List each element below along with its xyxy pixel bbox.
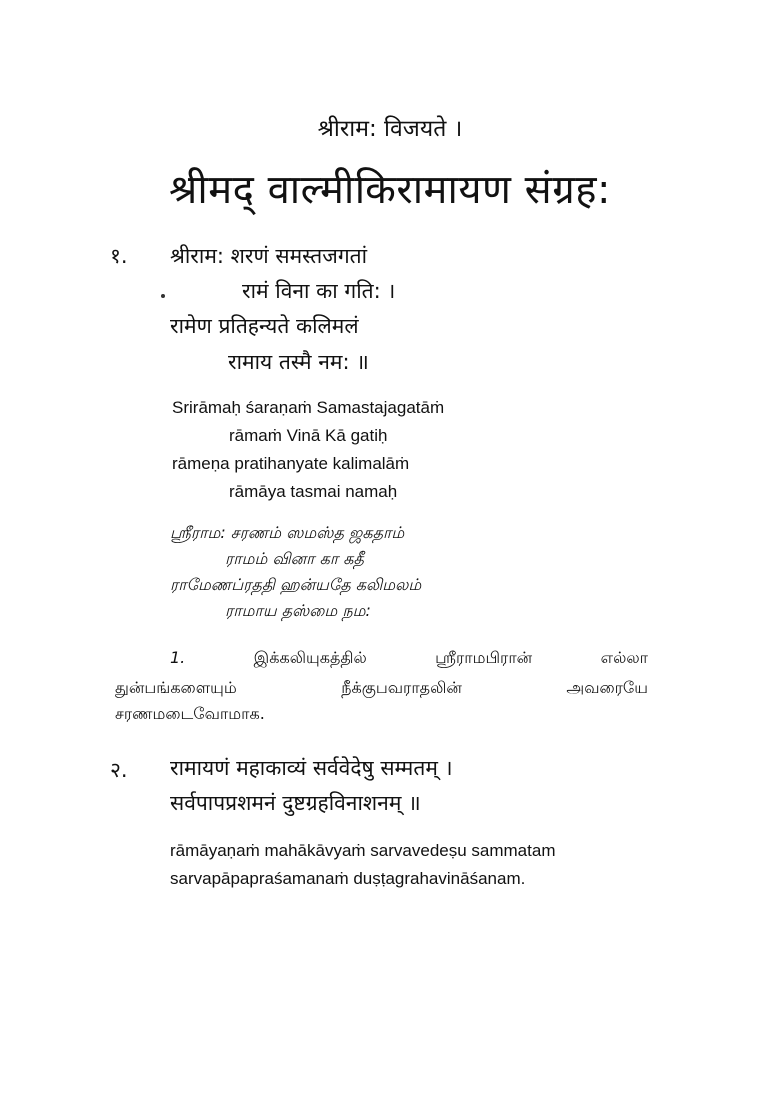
meaning-word: நீக்குபவராதலின் bbox=[341, 678, 462, 697]
verse-2-translit-1: rāmāyaṇaṁ mahākāvyaṁ sarvavedeṣu sammatam bbox=[170, 841, 556, 860]
verse-1-translit-2: rāmaṁ Vinā Kā gatiḥ bbox=[229, 426, 388, 445]
meaning-number: 1. bbox=[170, 648, 186, 667]
meaning-line-3: சரணமடைவோமாக. bbox=[115, 704, 265, 723]
verse-1-tamil-1: ஸ்ரீராம: சரணம் ஸமஸ்த ஜகதாம் bbox=[170, 523, 405, 542]
verse-1-line-1: श्रीराम: शरणं समस्तजगतां bbox=[170, 244, 368, 268]
verse-1-number: १. bbox=[110, 244, 128, 268]
verse-1-tamil-4: ராமாய தஸ்மை நம: bbox=[225, 601, 371, 620]
verse-1-translit-4: rāmāya tasmai namaḥ bbox=[229, 482, 398, 501]
verse-1-translit-3: rāmeṇa pratihanyate kalimalāṁ bbox=[172, 454, 410, 473]
meaning-line-1 bbox=[170, 648, 648, 669]
verse-2-line-2: सर्वपापप्रशमनं दुष्टग्रहविनाशनम् ॥ bbox=[170, 791, 421, 815]
verse-2-number: २. bbox=[110, 758, 128, 782]
stray-dot-mark bbox=[161, 294, 165, 298]
verse-1-translit-1: Srirāmaḥ śaraṇaṁ Samastajagatāṁ bbox=[172, 398, 445, 417]
page-title: श्रीमद् वाल्मीकिरामायण संग्रह: bbox=[169, 167, 611, 213]
verse-1-line-3: रामेण प्रतिहन्यते कलिमलं bbox=[170, 314, 359, 338]
verse-1-line-4: रामाय तस्मै नम: ॥ bbox=[228, 350, 369, 374]
meaning-word: எல்லா bbox=[600, 648, 648, 667]
meaning-word: துன்பங்களையும் bbox=[115, 678, 237, 697]
meaning-line-2 bbox=[115, 678, 648, 699]
verse-2-line-1: रामायणं महाकाव्यं सर्ववेदेषु सम्मतम् । bbox=[170, 756, 453, 780]
verse-1-line-2: रामं विना का गति: । bbox=[242, 279, 396, 303]
meaning-word: இக்கலியுகத்தில் bbox=[253, 648, 367, 667]
meaning-word: ஸ்ரீராமபிரான் bbox=[435, 648, 533, 667]
invocation-heading: श्रीराम: विजयते । bbox=[317, 116, 463, 142]
meaning-word: அவரையே bbox=[566, 678, 648, 697]
verse-2-translit-2: sarvapāpapraśamanaṁ duṣṭagrahavināśanam. bbox=[170, 869, 526, 888]
verse-1-tamil-3: ராமேணப்ரததி ஹன்யதே கலிமலம் bbox=[170, 575, 422, 594]
verse-1-tamil-2: ராமம் வினா கா கதீ bbox=[225, 549, 364, 568]
